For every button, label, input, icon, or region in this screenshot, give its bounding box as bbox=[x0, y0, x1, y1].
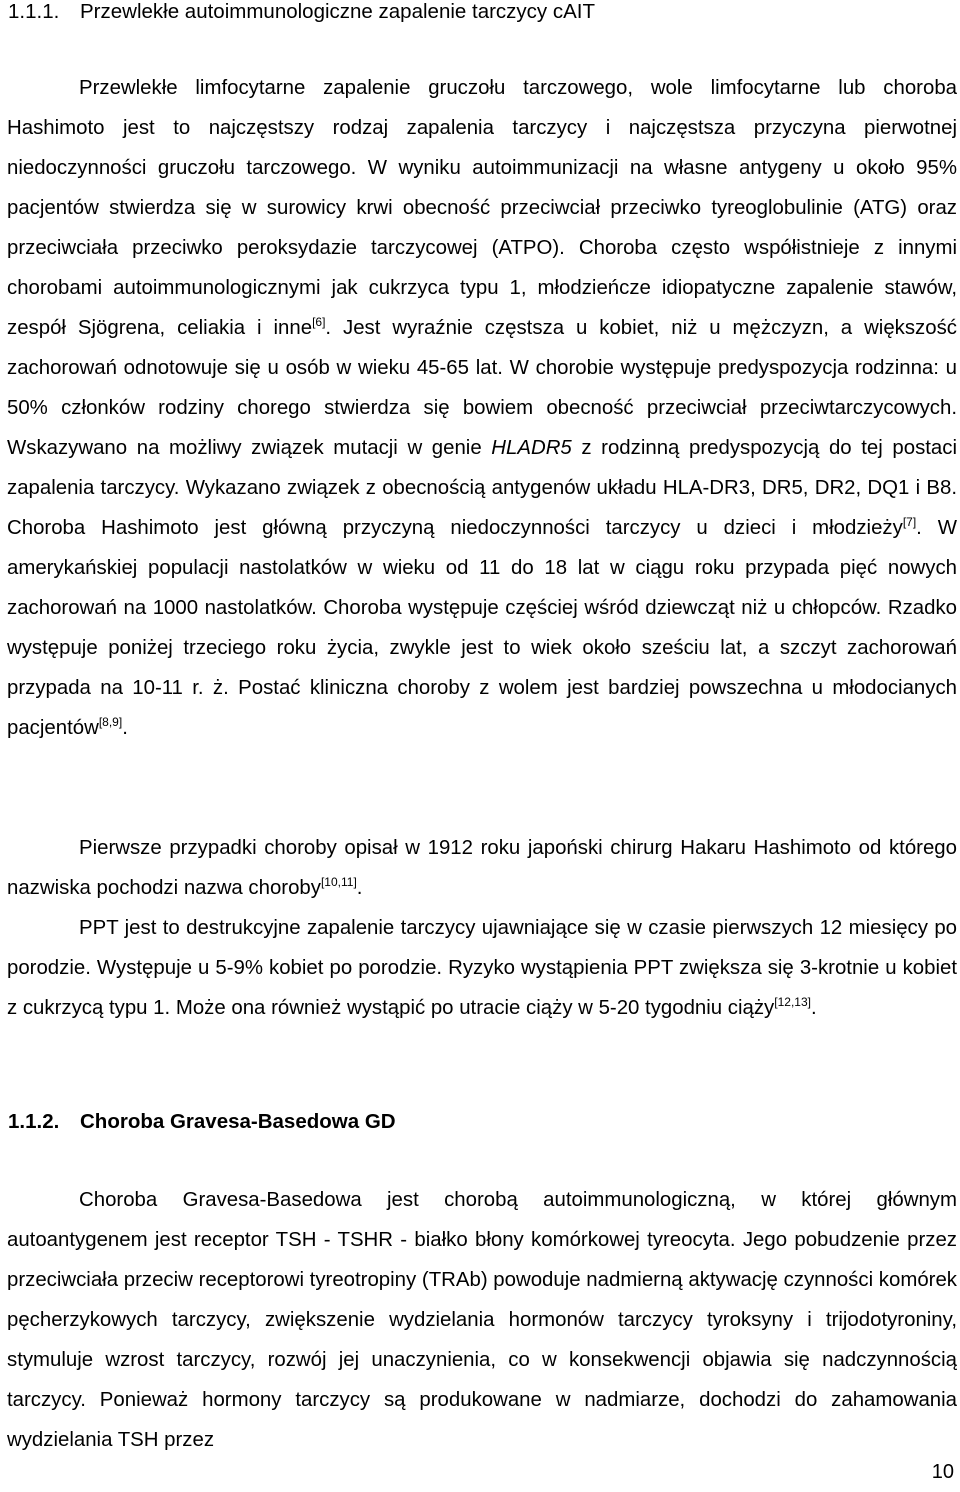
citation: [10,11] bbox=[320, 875, 357, 889]
paragraph-text: z rodzinną predyspozycją do tej postaci zapalenia tarczycy. Wykazano związek z obecnością antygenów układu HLA-DR3, DR5, DR2, DQ1 i B8. Choroba Hashimoto jest główną przyczyną niedoczynności tarczycy u dzieci i młodzieży bbox=[7, 437, 957, 539]
page-number: 10 bbox=[931, 1461, 954, 1483]
gene-name: HLADR5 bbox=[491, 437, 572, 459]
paragraph-text: Pierwsze przypadki choroby opisał w 1912 roku japoński chirurg Hakaru Hashimoto od którego nazwiska pochodzi nazwa choroby bbox=[7, 837, 957, 899]
paragraph-text: Przewlekłe limfocytarne zapalenie gruczołu tarczowego, wole limfocytarne lub choroba Hashimoto jest to najczęstszy rodzaj zapalenia tarczycy i najczęstsza przyczyna pierwotnej niedoczynności gruczołu tarczowego. W wyniku autoimmunizacji na własne antygeny u około 95% pacjentów stwierdza się w surowicy krwi obecność przeciwciał przeciwko tyreoglobulinie (ATG) oraz przeciwciała przeciwko peroksydazie tarczycowej (ATPO). Choroba często współistnieje z innymi chorobami autoimmunologicznymi jak cukrzyca typu 1, młodzieńcze idiopatyczne zapalenie stawów, zespół Sjögrena, celiakia i inne bbox=[7, 77, 957, 339]
section-heading bbox=[8, 0, 595, 24]
paragraph-text: . Jest wyraźnie częstsza u kobiet, niż u mężczyzn, a większość zachorowań odnotowuje się u osób w wieku 45-65 lat. W chorobie występuje predyspozycja rodzinna: u 50% członków rodziny chorego stwierdza się bowiem obecność przeciwciał przeciwtarczycowych. Wskazywano na możliwy związek mutacji w genie bbox=[7, 317, 957, 459]
paragraph-text: . bbox=[122, 717, 128, 739]
paragraph bbox=[7, 828, 957, 908]
section-number: 1.1.1. bbox=[8, 0, 60, 23]
citation: [12,13] bbox=[774, 995, 811, 1009]
section-title: Choroba Gravesa-Basedowa GD bbox=[80, 1110, 396, 1133]
citation: [7] bbox=[902, 515, 917, 529]
citation: [6] bbox=[312, 315, 326, 329]
section-heading bbox=[8, 1110, 396, 1134]
paragraph-text: . W amerykańskiej populacji nastolatków w wieku od 11 do 18 lat w ciągu roku przypada pięć nowych zachorowań na 1000 nastolatków. Choroba występuje częściej wśród dziewcząt niż u chłopców. Rzadko występuje poniżej trzeciego roku życia, zwykle jest to wiek około sześciu lat, a szczyt zachorowań przypada na 10-11 r. ż. Postać kliniczna choroby z wolem jest bardziej powszechna u młodocianych pacjentów bbox=[7, 517, 957, 739]
paragraph-text: PPT jest to destrukcyjne zapalenie tarczycy ujawniające się w czasie pierwszych 12 miesięcy po porodzie. Występuje u 5-9% kobiet po porodzie. Ryzyko wystąpienia PPT zwiększa się 3-krotnie u kobiet z cukrzycą typu 1. Może ona również wystąpić po utracie ciąży w 5-20 tygodniu ciąży bbox=[7, 917, 957, 1019]
paragraph-text: . bbox=[356, 877, 363, 899]
paragraph bbox=[7, 68, 957, 748]
paragraph bbox=[7, 908, 957, 1028]
paragraph-text: . bbox=[810, 997, 817, 1019]
section-number: 1.1.2. bbox=[8, 1110, 60, 1133]
citation: [8,9] bbox=[98, 715, 123, 729]
section-title: Przewlekłe autoimmunologiczne zapalenie tarczycy cAIT bbox=[80, 0, 596, 23]
paragraph bbox=[7, 1180, 957, 1460]
paragraph-text: Choroba Gravesa-Basedowa jest chorobą autoimmunologiczną, w której głównym autoantygenem jest receptor TSH - TSHR - białko błony komórkowej tyreocyta. Jego pobudzenie przez przeciwciała przeciw receptorowi tyreotropiny (TRAb) powoduje nadmierną aktywację czynności komórek pęcherzykowych tarczycy, zwiększenie wydzielania hormonów tarczycy tyroksyny i trijodotyroniny, stymuluje wzrost tarczycy, rozwój jej unaczynienia, co w konsekwencji objawia się nadczynnością tarczycy. Ponieważ hormony tarczycy są produkowane w nadmiarze, dochodzi do zahamowania wydzielania TSH przez bbox=[7, 1189, 957, 1451]
